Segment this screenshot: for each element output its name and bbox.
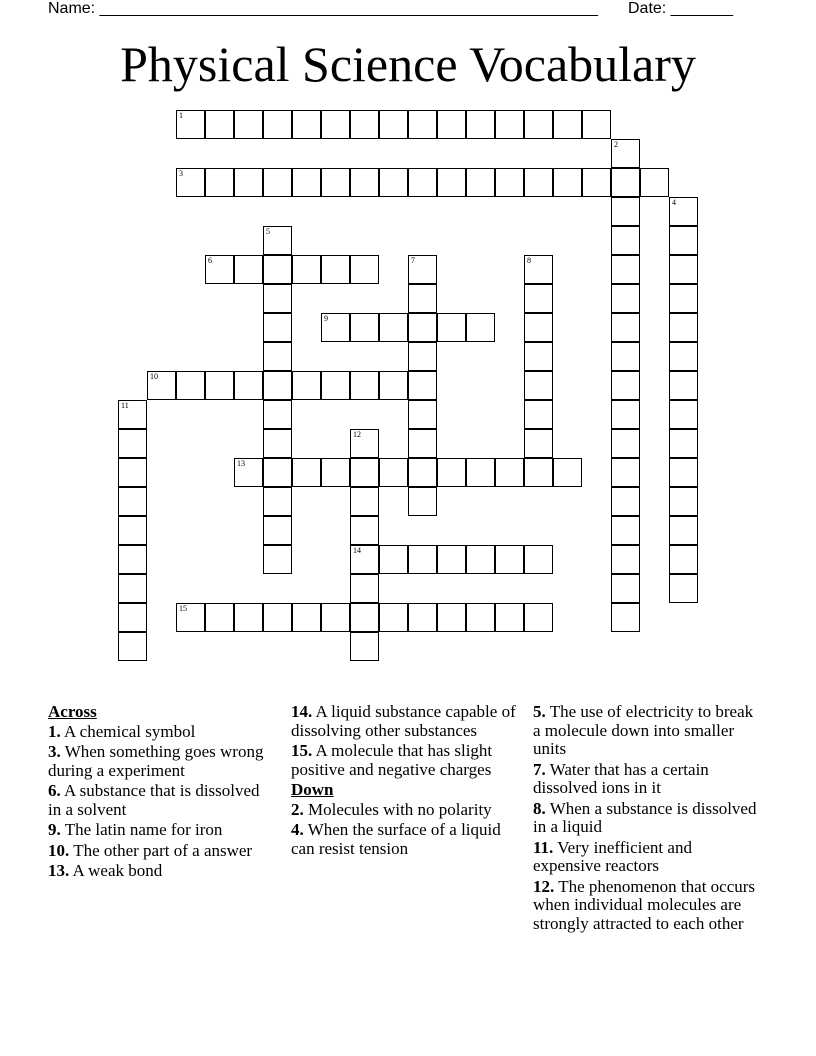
clue-item-text: Water that has a certain dissolved ions in it (533, 759, 709, 797)
crossword-cell[interactable] (321, 313, 350, 342)
crossword-cell[interactable] (350, 632, 379, 661)
crossword-cell[interactable] (495, 603, 524, 632)
crossword-cell[interactable] (669, 458, 698, 487)
down-clues-list-continued (533, 703, 759, 933)
crossword-cell[interactable] (524, 400, 553, 429)
name-field-label: Name: ________________________________________________________ (48, 0, 598, 17)
crossword-cell[interactable] (350, 429, 379, 458)
clues-column-1 (48, 703, 274, 883)
clue-item-number: 11. (533, 837, 554, 857)
crossword-cell[interactable] (611, 226, 640, 255)
clues-column-2 (291, 703, 517, 860)
clue-item (291, 742, 517, 779)
clue-number: 6 (208, 256, 212, 265)
crossword-cell[interactable] (292, 371, 321, 400)
clue-number: 7 (411, 256, 415, 265)
crossword-cell[interactable] (611, 603, 640, 632)
clue-number: 3 (179, 169, 183, 178)
clue-item (533, 761, 759, 798)
crossword-cell[interactable] (321, 110, 350, 139)
crossword-cell[interactable] (408, 487, 437, 516)
crossword-cell[interactable] (611, 284, 640, 313)
clue-item-text: A chemical symbol (60, 721, 196, 741)
crossword-cell[interactable] (234, 603, 263, 632)
clue-item-number: 12. (533, 876, 555, 896)
clue-item-number: 1. (48, 721, 61, 741)
clue-item (48, 782, 274, 819)
clue-item-text: When something goes wrong during a experiment (48, 742, 264, 780)
crossword-cell[interactable] (234, 110, 263, 139)
clue-item (48, 821, 274, 840)
crossword-cell[interactable] (350, 603, 379, 632)
crossword-cell[interactable] (669, 255, 698, 284)
crossword-cell[interactable] (437, 168, 466, 197)
clue-item-number: 5. (533, 702, 546, 721)
crossword-cell[interactable] (611, 139, 640, 168)
crossword-cell[interactable] (205, 168, 234, 197)
crossword-cell[interactable] (669, 284, 698, 313)
crossword-cell[interactable] (669, 313, 698, 342)
clue-number: 1 (179, 111, 183, 120)
crossword-cell[interactable] (176, 371, 205, 400)
clue-item-number: 3. (48, 742, 61, 761)
crossword-cell[interactable] (611, 313, 640, 342)
crossword-cell[interactable] (408, 458, 437, 487)
down-clues-list (291, 801, 517, 859)
crossword-cell[interactable] (234, 255, 263, 284)
crossword-cell[interactable] (553, 458, 582, 487)
crossword-cell[interactable] (408, 110, 437, 139)
crossword-cell[interactable] (379, 603, 408, 632)
crossword-cell[interactable] (524, 545, 553, 574)
crossword-cell[interactable] (350, 516, 379, 545)
crossword-cell[interactable] (118, 603, 147, 632)
clue-item-number: 13. (48, 861, 70, 880)
crossword-cell[interactable] (292, 603, 321, 632)
crossword-cell[interactable] (408, 255, 437, 284)
crossword-cell[interactable] (379, 110, 408, 139)
clue-item-text: The other part of a answer (69, 840, 253, 860)
crossword-cell[interactable] (437, 545, 466, 574)
crossword-cell[interactable] (147, 371, 176, 400)
clue-item-text: A liquid substance capable of dissolving other substances (291, 702, 516, 740)
crossword-cell[interactable] (263, 168, 292, 197)
crossword-cell[interactable] (118, 632, 147, 661)
crossword-cell[interactable] (263, 516, 292, 545)
clue-number: 10 (150, 372, 158, 381)
crossword-cell[interactable] (408, 603, 437, 632)
crossword-cell[interactable] (292, 458, 321, 487)
crossword-cell[interactable] (379, 371, 408, 400)
crossword-cell[interactable] (263, 284, 292, 313)
clue-item (48, 842, 274, 861)
crossword-cell[interactable] (611, 342, 640, 371)
crossword-cell[interactable] (263, 313, 292, 342)
clue-item-text: A weak bond (69, 861, 163, 880)
crossword-cell[interactable] (611, 197, 640, 226)
crossword-cell[interactable] (118, 516, 147, 545)
crossword-cell[interactable] (263, 487, 292, 516)
clue-number: 8 (527, 256, 531, 265)
crossword-cell[interactable] (611, 574, 640, 603)
crossword-cell[interactable] (234, 168, 263, 197)
crossword-cell[interactable] (350, 110, 379, 139)
crossword-cell[interactable] (205, 603, 234, 632)
clue-item-number: 4. (291, 820, 304, 839)
crossword-cell[interactable] (408, 168, 437, 197)
crossword-cell[interactable] (118, 400, 147, 429)
crossword-cell[interactable] (582, 168, 611, 197)
crossword-cell[interactable] (408, 313, 437, 342)
clue-number: 11 (121, 401, 129, 410)
clue-item-text: A substance that is dissolved in a solvent (48, 781, 260, 819)
across-heading: Across (48, 702, 97, 721)
crossword-cell[interactable] (379, 545, 408, 574)
crossword-cell[interactable] (321, 458, 350, 487)
crossword-cell[interactable] (611, 255, 640, 284)
crossword-cell[interactable] (524, 313, 553, 342)
crossword-cell[interactable] (466, 603, 495, 632)
crossword-cell[interactable] (263, 603, 292, 632)
crossword-cell[interactable] (321, 255, 350, 284)
clue-item (48, 862, 274, 881)
crossword-cell[interactable] (118, 429, 147, 458)
crossword-cell[interactable] (524, 458, 553, 487)
crossword-cell[interactable] (350, 255, 379, 284)
crossword-cell[interactable] (176, 110, 205, 139)
crossword-cell[interactable] (263, 110, 292, 139)
crossword-cell[interactable] (176, 603, 205, 632)
clue-item-number: 2. (291, 799, 304, 819)
clue-item (533, 703, 759, 759)
clue-number: 5 (266, 227, 270, 236)
crossword-cell[interactable] (263, 400, 292, 429)
crossword-cell[interactable] (263, 545, 292, 574)
crossword-cell[interactable] (524, 371, 553, 400)
crossword-cell[interactable] (350, 487, 379, 516)
crossword-cell[interactable] (669, 342, 698, 371)
crossword-cell[interactable] (408, 342, 437, 371)
crossword-cell[interactable] (408, 284, 437, 313)
clue-item-number: 15. (291, 741, 313, 760)
crossword-cell[interactable] (669, 371, 698, 400)
crossword-cell[interactable] (437, 110, 466, 139)
crossword-cell[interactable] (669, 197, 698, 226)
crossword-cell[interactable] (611, 487, 640, 516)
crossword-cell[interactable] (669, 226, 698, 255)
crossword-cell[interactable] (669, 487, 698, 516)
crossword-cell[interactable] (118, 545, 147, 574)
clue-item-number: 6. (48, 781, 61, 800)
clue-item (48, 723, 274, 742)
across-clues-list-continued (291, 703, 517, 779)
crossword-cell[interactable] (408, 545, 437, 574)
crossword-cell[interactable] (292, 255, 321, 284)
clue-item-number: 14. (291, 702, 313, 721)
clue-item-number: 8. (533, 798, 546, 818)
crossword-cell[interactable] (350, 371, 379, 400)
crossword-cell[interactable] (379, 168, 408, 197)
clue-item-text: When the surface of a liquid can resist tension (291, 820, 501, 858)
crossword-cell[interactable] (292, 168, 321, 197)
crossword-cell[interactable] (524, 284, 553, 313)
clue-item-number: 9. (48, 820, 61, 839)
crossword-cell[interactable] (669, 429, 698, 458)
crossword-cell[interactable] (524, 110, 553, 139)
clue-item-number: 10. (48, 840, 70, 860)
clue-number: 15 (179, 604, 187, 613)
crossword-cell[interactable] (669, 516, 698, 545)
crossword-cell[interactable] (466, 313, 495, 342)
crossword-cell[interactable] (437, 603, 466, 632)
clue-item (533, 878, 759, 934)
crossword-cell[interactable] (321, 371, 350, 400)
crossword-cell[interactable] (408, 371, 437, 400)
clue-item-text: When a substance is dissolved in a liquid (533, 798, 757, 836)
clue-number: 9 (324, 314, 328, 323)
clue-item (291, 703, 517, 740)
clue-item (533, 839, 759, 876)
crossword-cell[interactable] (611, 516, 640, 545)
crossword-cell[interactable] (611, 371, 640, 400)
clues-column-3 (533, 703, 759, 935)
crossword-cell[interactable] (611, 168, 640, 197)
crossword-cell[interactable] (495, 168, 524, 197)
crossword-cell[interactable] (495, 110, 524, 139)
crossword-cell[interactable] (263, 371, 292, 400)
crossword-cell[interactable] (350, 168, 379, 197)
page-title: Physical Science Vocabulary (120, 36, 696, 92)
crossword-cell[interactable] (466, 110, 495, 139)
crossword-cell[interactable] (321, 603, 350, 632)
crossword-cell[interactable] (669, 545, 698, 574)
crossword-cell[interactable] (321, 168, 350, 197)
crossword-cell[interactable] (466, 458, 495, 487)
clue-number: 14 (353, 546, 361, 555)
crossword-cell[interactable] (263, 342, 292, 371)
down-heading: Down (291, 780, 334, 799)
crossword-cell[interactable] (292, 110, 321, 139)
crossword-cell[interactable] (524, 342, 553, 371)
clue-item-text: Very inefficient and expensive reactors (533, 837, 692, 875)
crossword-cell[interactable] (524, 168, 553, 197)
crossword-cell[interactable] (408, 400, 437, 429)
crossword-cell[interactable] (466, 545, 495, 574)
clue-item (291, 821, 517, 858)
crossword-cell[interactable] (437, 458, 466, 487)
crossword-cell[interactable] (205, 110, 234, 139)
crossword-cell[interactable] (553, 168, 582, 197)
crossword-cell[interactable] (350, 545, 379, 574)
crossword-cell[interactable] (611, 545, 640, 574)
clue-item (291, 801, 517, 820)
clue-item (533, 800, 759, 837)
crossword-cell[interactable] (350, 313, 379, 342)
crossword-cell[interactable] (524, 603, 553, 632)
crossword-cell[interactable] (350, 458, 379, 487)
clue-number: 13 (237, 459, 245, 468)
clue-item-text: A molecule that has slight positive and negative charges (291, 741, 493, 779)
crossword-cell[interactable] (495, 458, 524, 487)
crossword-cell[interactable] (611, 400, 640, 429)
crossword-cell[interactable] (524, 255, 553, 284)
clue-item-text: Molecules with no polarity (303, 799, 492, 819)
clue-item-number: 7. (533, 759, 546, 779)
crossword-cell[interactable] (118, 487, 147, 516)
crossword-cell[interactable] (524, 429, 553, 458)
clue-item-text: The use of electricity to break a molecule down into smaller units (533, 702, 754, 758)
crossword-cell[interactable] (118, 458, 147, 487)
crossword-cell[interactable] (611, 458, 640, 487)
crossword-cell[interactable] (263, 458, 292, 487)
crossword-cell[interactable] (118, 574, 147, 603)
crossword-cell[interactable] (263, 429, 292, 458)
crossword-cell[interactable] (669, 400, 698, 429)
crossword-cell[interactable] (437, 313, 466, 342)
crossword-cell[interactable] (379, 313, 408, 342)
clue-number: 4 (672, 198, 676, 207)
clue-item (48, 743, 274, 780)
crossword-cell[interactable] (582, 110, 611, 139)
crossword-cell[interactable] (495, 545, 524, 574)
clue-number: 2 (614, 140, 618, 149)
crossword-cell[interactable] (640, 168, 669, 197)
crossword-cell[interactable] (234, 458, 263, 487)
crossword-cell[interactable] (234, 371, 263, 400)
crossword-cell[interactable] (263, 255, 292, 284)
crossword-cell[interactable] (263, 226, 292, 255)
crossword-cell[interactable] (205, 255, 234, 284)
across-clues-list (48, 723, 274, 881)
crossword-cell[interactable] (466, 168, 495, 197)
clue-item-text: The latin name for iron (60, 820, 223, 839)
crossword-cell[interactable] (205, 371, 234, 400)
crossword-cell[interactable] (611, 429, 640, 458)
crossword-cell[interactable] (408, 429, 437, 458)
crossword-cell[interactable] (553, 110, 582, 139)
crossword-cell[interactable] (176, 168, 205, 197)
crossword-cell[interactable] (379, 458, 408, 487)
clue-number: 12 (353, 430, 361, 439)
clue-item-text: The phenomenon that occurs when individual molecules are strongly attracted to each other (533, 876, 756, 933)
crossword-cell[interactable] (669, 574, 698, 603)
crossword-cell[interactable] (350, 574, 379, 603)
date-field-label: Date: _______ (628, 0, 733, 17)
